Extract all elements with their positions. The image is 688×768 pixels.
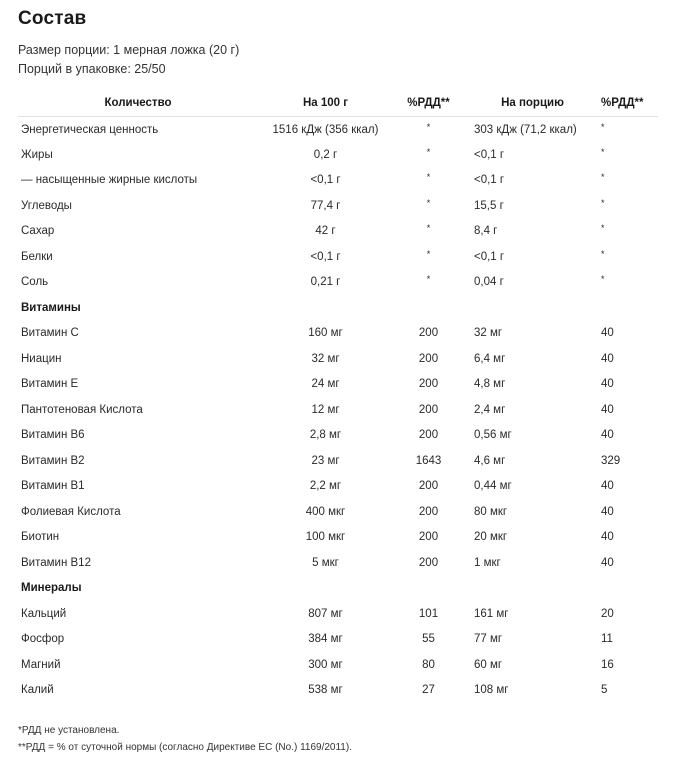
row-per-100g: 2,8 мг [309,429,342,442]
row-per-100g: 24 мг [311,378,340,391]
row-per-serving: 303 кДж (71,2 ккал) [474,123,577,136]
row-rdd-100g: 55 [422,633,435,646]
row-per-serving: 6,4 мг [474,352,506,365]
table-row [18,397,658,423]
row-rdd-serving: 40 [601,327,614,340]
row-rdd-serving: 20 [601,607,614,620]
row-rdd-serving: 40 [601,556,614,569]
row-per-serving: 77 мг [474,633,503,646]
row-rdd-serving [601,244,658,270]
table-row [18,372,658,398]
row-rdd-100g [393,270,464,296]
table-row [18,627,658,653]
table-row [18,270,658,296]
row-rdd-100g: 80 [422,658,435,671]
asterisk-mark: * [601,274,605,285]
row-name: Фосфор [21,633,65,646]
table-row [18,499,658,525]
table-row [18,219,658,245]
asterisk-mark: * [601,223,605,234]
row-rdd-100g [393,244,464,270]
row-rdd-100g: 200 [418,429,439,442]
row-name: Кальций [21,607,67,620]
row-rdd-100g: 101 [418,607,439,620]
row-rdd-serving [601,270,658,296]
row-per-100g: 400 мкг [305,505,346,518]
row-name: Углеводы [21,199,72,212]
row-per-100g: 1516 кДж (356 ккал) [272,123,379,136]
row-per-100g: 807 мг [308,607,343,620]
row-per-serving: 4,6 мг [474,454,506,467]
servings-per-pack: Порций в упаковке: 25/50 [18,62,166,76]
table-row [18,474,658,500]
page-title: Состав [18,8,87,29]
asterisk-mark: * [426,248,431,259]
row-rdd-serving: 40 [601,531,614,544]
row-rdd-100g [393,117,464,143]
row-rdd-serving: 5 [601,684,608,697]
row-rdd-serving: 16 [601,658,614,671]
table-row [18,601,658,627]
table-row [18,423,658,449]
row-per-serving: <0,1 г [474,174,505,187]
row-per-serving: 8,4 г [474,225,498,238]
row-rdd-serving [601,142,658,168]
row-per-serving: 32 мг [474,327,503,340]
row-per-serving: 0,44 мг [474,480,512,493]
row-per-100g: <0,1 г [310,250,341,263]
row-name: Калий [21,684,54,697]
row-per-serving: 0,56 мг [474,429,512,442]
row-per-100g: 0,2 г [313,148,338,161]
asterisk-mark: * [426,197,431,208]
row-rdd-100g [393,142,464,168]
asterisk-mark: * [426,223,431,234]
row-name: Сахар [21,225,55,238]
nutrition-table [18,90,658,703]
header-per-100g: На 100 г [258,90,393,117]
row-per-100g: 0,21 г [310,276,341,289]
row-rdd-serving [601,219,658,245]
serving-size: Размер порции: 1 мерная ложка (20 г) [18,43,240,57]
row-per-100g: 42 г [315,225,336,238]
row-rdd-serving [601,117,658,143]
row-name: Витамин B6 [21,429,85,442]
row-name: Витамин C [21,327,79,340]
row-rdd-serving: 40 [601,378,614,391]
header-rdd-serving: %РДД** [601,90,658,117]
table-row [18,678,658,704]
footnote-rdd-not-set: *РДД не установлена. [18,725,120,736]
row-per-100g: 384 мг [308,633,343,646]
row-rdd-100g: 200 [418,556,439,569]
row-rdd-100g: 1643 [415,454,442,467]
row-name: Витамин B2 [21,454,85,467]
row-per-100g: 12 мг [311,403,340,416]
row-rdd-serving: 329 [601,454,621,467]
row-rdd-serving [601,168,658,194]
row-name: Белки [21,250,53,263]
table-row [18,525,658,551]
row-rdd-serving [601,193,658,219]
row-name: Энергетическая ценность [21,123,159,136]
section-header-row [18,576,658,602]
row-rdd-serving: 40 [601,429,614,442]
section-title: Минералы [21,582,82,595]
row-rdd-serving: 40 [601,352,614,365]
table-row [18,448,658,474]
header-rdd-100g: %РДД** [393,90,464,117]
row-rdd-100g: 200 [418,352,439,365]
row-name: Ниацин [21,352,62,365]
row-rdd-100g: 200 [418,378,439,391]
row-rdd-serving: 40 [601,403,614,416]
row-per-100g: 538 мг [308,684,343,697]
row-per-serving: 80 мкг [474,505,508,518]
row-per-serving: 15,5 г [474,199,504,212]
footnote-rdd-definition: **РДД = % от суточной нормы (согласно Директиве ЕС (No.) 1169/2011). [18,742,352,753]
asterisk-mark: * [426,172,431,183]
row-rdd-100g: 27 [422,684,435,697]
asterisk-mark: * [426,146,431,157]
table-row [18,117,658,143]
row-rdd-serving: 40 [601,505,614,518]
row-per-100g: 160 мг [308,327,343,340]
row-name: Соль [21,276,49,289]
row-per-100g: 77,4 г [310,199,341,212]
row-per-serving: 108 мг [474,684,509,697]
row-name: Пантотеновая Кислота [21,403,143,416]
row-rdd-100g: 200 [418,480,439,493]
row-rdd-100g: 200 [418,403,439,416]
row-name: Витамин B12 [21,556,91,569]
row-per-100g: <0,1 г [310,174,341,187]
row-per-serving: 20 мкг [474,531,508,544]
row-per-serving: 0,04 г [474,276,504,289]
row-per-100g: 2,2 мг [309,480,342,493]
row-name: Витамин B1 [21,480,85,493]
asterisk-mark: * [601,121,605,132]
row-rdd-100g [393,219,464,245]
asterisk-mark: * [601,146,605,157]
section-title: Витамины [21,301,81,314]
section-header-row [18,295,658,321]
table-row [18,193,658,219]
table-row [18,142,658,168]
row-per-100g: 100 мкг [305,531,346,544]
row-per-serving: 2,4 мг [474,403,506,416]
row-per-100g: 5 мкг [312,556,339,569]
asterisk-mark: * [601,172,605,183]
row-name: Биотин [21,531,60,544]
row-name: — насыщенные жирные кислоты [21,174,198,187]
row-per-serving: 1 мкг [474,556,501,569]
header-quantity: Количество [18,90,258,117]
row-rdd-100g: 200 [418,505,439,518]
row-per-serving: <0,1 г [474,250,505,263]
row-name: Витамин E [21,378,79,391]
row-rdd-100g: 200 [418,327,439,340]
table-row [18,244,658,270]
asterisk-mark: * [426,121,431,132]
table-row [18,550,658,576]
row-per-serving: 4,8 мг [474,378,506,391]
row-name: Фолиевая Кислота [21,505,121,518]
row-name: Магний [21,658,61,671]
row-per-serving: <0,1 г [474,148,505,161]
row-rdd-serving: 11 [601,633,613,646]
table-row [18,652,658,678]
asterisk-mark: * [426,274,431,285]
asterisk-mark: * [601,248,605,259]
row-rdd-100g [393,168,464,194]
row-rdd-serving: 40 [601,480,614,493]
table-row [18,346,658,372]
header-per-serving: На порцию [464,90,601,117]
row-name: Жиры [21,148,53,161]
row-per-100g: 23 мг [311,454,340,467]
row-per-100g: 300 мг [308,658,343,671]
row-rdd-100g: 200 [418,531,439,544]
row-per-100g: 32 мг [311,352,340,365]
row-per-serving: 60 мг [474,658,503,671]
table-body [18,117,658,704]
table-header-row [18,90,658,117]
table-row [18,321,658,347]
row-rdd-100g [393,193,464,219]
row-per-serving: 161 мг [474,607,509,620]
table-row [18,168,658,194]
asterisk-mark: * [601,197,605,208]
